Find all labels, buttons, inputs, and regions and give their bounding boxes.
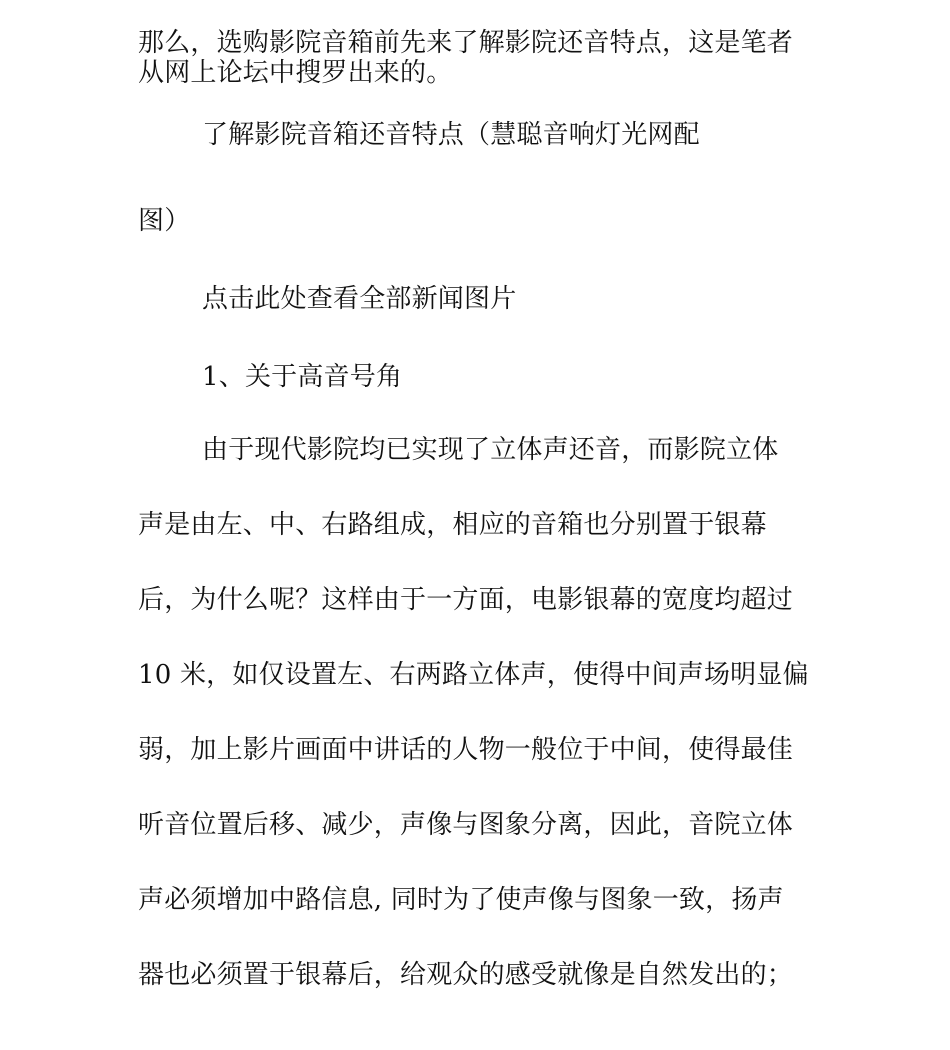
image-caption-line: 了解影院音箱还音特点（慧聪音响灯光网配 xyxy=(202,120,700,150)
paragraph-line: 从网上论坛中搜罗出来的。 xyxy=(138,58,453,88)
paragraph-line: 声是由左、中、右路组成，相应的音箱也分别置于银幕 xyxy=(138,510,767,540)
image-caption-line: 图） xyxy=(138,206,191,236)
paragraph-line: 10 米，如仅设置左、右两路立体声，使得中间声场明显偏 xyxy=(138,660,809,690)
section-heading: 1、关于高音号角 xyxy=(202,362,403,392)
view-all-images-link[interactable]: 点击此处查看全部新闻图片 xyxy=(202,284,517,314)
paragraph-line: 声必须增加中路信息, 同时为了使声像与图象一致，扬声 xyxy=(138,885,784,915)
paragraph-line: 由于现代影院均已实现了立体声还音，而影院立体 xyxy=(202,435,779,465)
paragraph-line: 弱，加上影片画面中讲话的人物一般位于中间，使得最佳 xyxy=(138,735,794,765)
paragraph-line: 那么，选购影院音箱前先来了解影院还音特点，这是笔者 xyxy=(138,28,794,58)
paragraph-line: 后，为什么呢？这样由于一方面，电影银幕的宽度均超过 xyxy=(138,585,794,615)
paragraph-line: 器也必须置于银幕后，给观众的感受就像是自然发出的； xyxy=(138,960,794,990)
paragraph-line: 听音位置后移、减少，声像与图象分离，因此，音院立体 xyxy=(138,810,794,840)
